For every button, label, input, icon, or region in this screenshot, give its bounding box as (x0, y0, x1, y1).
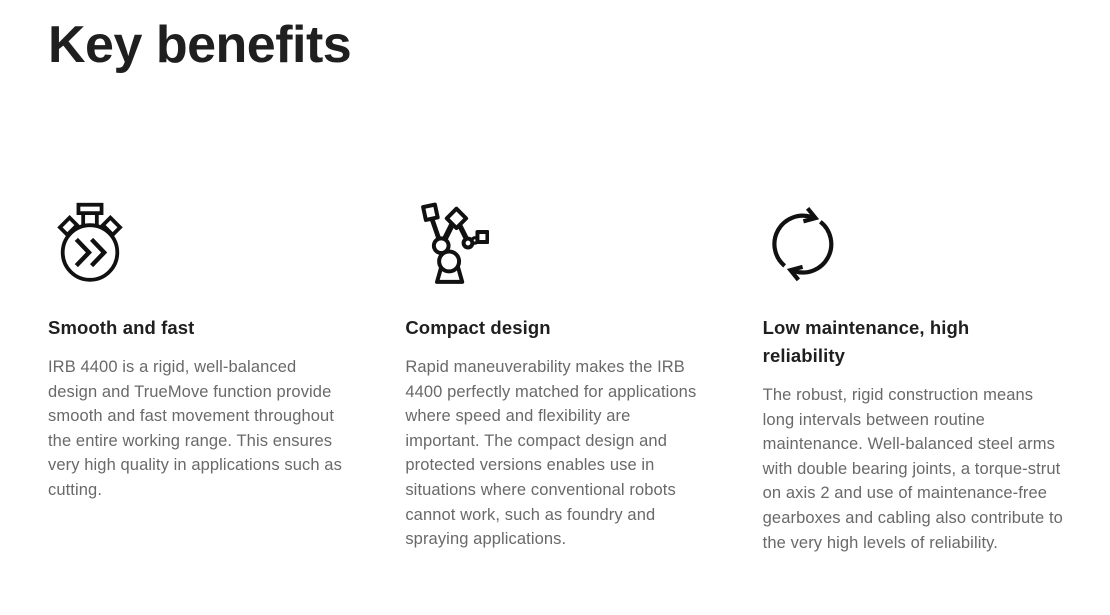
page-title: Key benefits (48, 16, 352, 74)
benefits-grid (48, 200, 1074, 555)
benefit-description: IRB 4400 is a rigid, well-balanced design and TrueMove function provide smooth and fast movement throughout the entire working range. This ensures very high quality in applications such as cutting. (48, 358, 342, 499)
robot-arm-icon (405, 200, 489, 284)
benefit-heading: Smooth and fast (48, 317, 195, 338)
benefit-card-compact-design (405, 200, 716, 555)
benefit-heading: Compact design (405, 317, 551, 338)
stopwatch-fast-icon (48, 200, 132, 284)
benefit-card-low-maintenance (763, 200, 1074, 555)
benefit-heading: Low maintenance, high reliability (762, 317, 970, 366)
rotation-arrows-icon (763, 200, 847, 284)
benefit-description: The robust, rigid construction means long intervals between routine maintenance. Well-balanced steel arms with double bearing joints, a torque-strut on axis 2 and use of maintenance-free gearboxes and cabling also contribute to the very high levels of reliability. (762, 386, 1063, 552)
benefit-card-smooth-and-fast (48, 200, 359, 555)
benefit-description: Rapid maneuverability makes the IRB 4400 perfectly matched for applications where speed and flexibility are important. The compact design and protected versions enables use in situations where conventional robots cannot work, such as foundry and spraying applications. (405, 358, 697, 549)
